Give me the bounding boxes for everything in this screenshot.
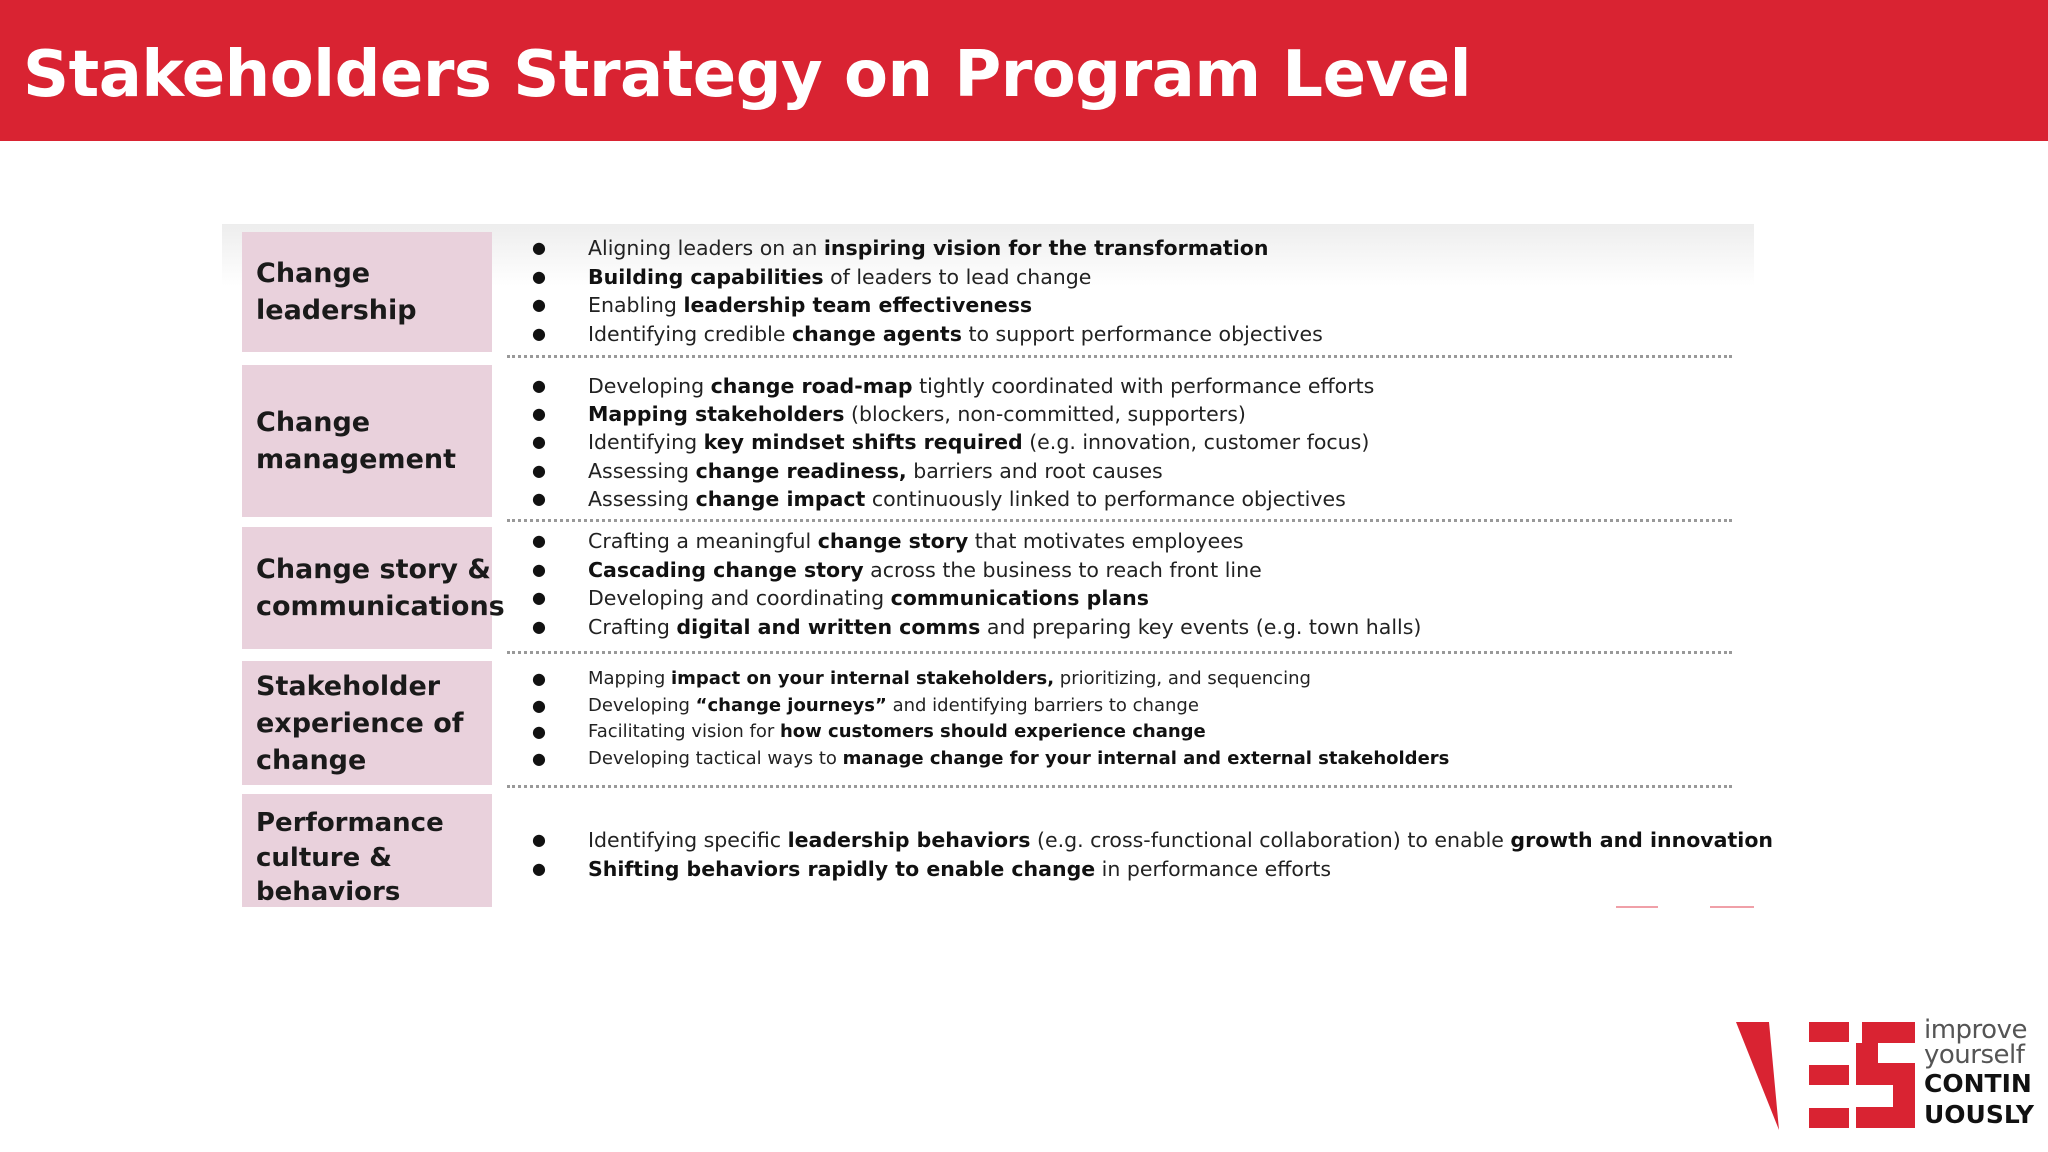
row-label: Stakeholder experience of change: [256, 670, 464, 776]
bullet-text: across the business to reach front line: [863, 557, 1262, 582]
bullet-emphasis: change road-map: [710, 374, 913, 398]
table-row-change-story: [222, 527, 1754, 649]
red-accent-line: [1616, 906, 1658, 908]
row-label-box: [242, 527, 505, 649]
bullet-list: [532, 527, 1421, 641]
bullet-text: Facilitating vision for: [588, 721, 780, 742]
bullet-item: [532, 556, 1421, 585]
bullet-text: Developing: [588, 374, 711, 398]
bullet-list: [532, 826, 1773, 883]
table-row-stakeholder-experience: [222, 661, 1754, 785]
bullet-emphasis: change agents: [792, 322, 962, 347]
bullet-item: [532, 613, 1421, 642]
bullet-text: (e.g. innovation, customer focus): [1022, 430, 1370, 455]
bullet-emphasis: change readiness,: [695, 458, 907, 483]
bullet-text: Assessing: [588, 486, 696, 511]
bullet-text: Crafting: [588, 614, 677, 639]
bullet-list: [532, 666, 1449, 772]
bullet-emphasis: Cascading change story: [588, 557, 864, 582]
page-title: Stakeholders Strategy on Program Level: [23, 38, 1472, 112]
logo-text-contin: CONTIN: [1924, 1069, 2032, 1098]
row-label-box: [242, 794, 492, 907]
bullet-item: [532, 234, 1323, 263]
table-row-change-management: [222, 365, 1754, 517]
logo-text-improve: improve: [1924, 1015, 2027, 1045]
bullet-item: [532, 666, 1449, 693]
bullet-text: Developing tactical ways to: [588, 747, 843, 769]
row-label-box: [242, 661, 492, 785]
bullet-emphasis: manage change for your internal and external stakeholders: [842, 747, 1450, 769]
bullet-emphasis: digital and written comms: [676, 614, 981, 639]
bullet-text: Developing and coordinating: [588, 586, 891, 610]
logo-text-yourself: yourself: [1924, 1040, 2025, 1070]
bullet-emphasis: leadership team effectiveness: [683, 293, 1033, 318]
bullet-emphasis: impact on your internal stakeholders,: [670, 668, 1055, 689]
bullet-item: [532, 527, 1421, 556]
bullet-item: [532, 746, 1449, 773]
bullet-text: Identifying credible: [588, 322, 793, 347]
bullet-text: Mapping: [588, 668, 671, 689]
bullet-item: [532, 485, 1374, 513]
bullet-item: [532, 428, 1374, 456]
bullet-text: tightly coordinated with performance efforts: [912, 374, 1375, 398]
bullet-text: continuously linked to performance objectives: [865, 486, 1346, 511]
red-accent-line: [1710, 906, 1754, 908]
row-divider: [507, 651, 1732, 654]
bullet-emphasis: Mapping stakeholders: [588, 402, 845, 427]
bullet-emphasis: communications plans: [890, 586, 1149, 610]
bullet-text: prioritizing, and sequencing: [1054, 668, 1311, 689]
bullet-list: [532, 234, 1323, 349]
bullet-emphasis: Shifting behaviors rapidly to enable change: [588, 856, 1096, 881]
bullet-item: [532, 457, 1374, 485]
bullet-text: Enabling: [588, 293, 684, 318]
bullet-emphasis: “change journeys”: [695, 694, 887, 716]
bullet-item: [532, 719, 1449, 746]
bullet-item: [532, 693, 1449, 720]
bullet-emphasis: change story: [817, 529, 969, 553]
bullet-emphasis: how customers should experience change: [779, 721, 1206, 742]
row-label: Change management: [256, 407, 457, 475]
row-label-box: [242, 232, 492, 352]
table-row-performance-culture: [222, 794, 1773, 907]
bullet-item: [532, 855, 1773, 884]
logo-mark: [1809, 1022, 1915, 1128]
bullet-emphasis: Building capabilities: [588, 264, 824, 289]
row-label-box: [242, 365, 492, 517]
row-label: Change leadership: [256, 258, 417, 326]
bullet-emphasis: change impact: [695, 486, 866, 511]
bullet-item: [532, 584, 1421, 613]
bullet-text: Crafting a meaningful: [588, 529, 818, 553]
bullet-text: and preparing key events (e.g. town halls): [980, 614, 1422, 639]
bullet-emphasis: growth and innovation: [1510, 828, 1773, 852]
row-divider: [507, 355, 1732, 358]
bullet-text: in performance efforts: [1095, 856, 1332, 881]
bullet-text: of leaders to lead change: [823, 264, 1092, 289]
bullet-text: Identifying: [588, 430, 704, 455]
row-divider: [507, 785, 1732, 788]
bullet-item: [532, 372, 1374, 400]
bullet-text: (e.g. cross-functional collaboration) to enable: [1030, 828, 1511, 852]
bullet-text: (blockers, non-committed, supporters): [844, 402, 1246, 427]
table-row-change-leadership: [222, 232, 1754, 352]
logo-text-uously: UOUSLY: [1924, 1100, 2034, 1129]
bullet-list: [532, 372, 1374, 513]
bullet-text: barriers and root causes: [906, 458, 1163, 483]
bullet-emphasis: inspiring vision for the transformation: [823, 236, 1269, 260]
bullet-item: [532, 826, 1773, 855]
bullet-item: [532, 263, 1323, 292]
bullet-text: Aligning leaders on an: [588, 236, 824, 260]
bullet-item: [532, 320, 1323, 349]
bullet-text: to support performance objectives: [961, 322, 1323, 347]
strategy-table: [222, 224, 1773, 907]
row-divider: [507, 519, 1732, 522]
row-label: Performance culture & behaviors: [256, 808, 444, 907]
bullet-emphasis: leadership behaviors: [787, 828, 1031, 852]
logo-red-wedge: [1736, 1022, 1779, 1130]
bullet-text: Assessing: [588, 458, 696, 483]
logo-tagline: [1924, 1015, 2034, 1130]
bullet-item: [532, 291, 1323, 320]
bullet-text: Developing: [588, 694, 696, 716]
bullet-text: and identifying barriers to change: [886, 694, 1199, 716]
bullet-text: Identifying specific: [588, 828, 788, 852]
bullet-item: [532, 400, 1374, 428]
bullet-text: that motivates employees: [968, 529, 1244, 553]
row-label: Change story & communications: [256, 554, 505, 622]
bullet-emphasis: key mindset shifts required: [703, 430, 1023, 455]
title-bar: [0, 0, 2048, 141]
